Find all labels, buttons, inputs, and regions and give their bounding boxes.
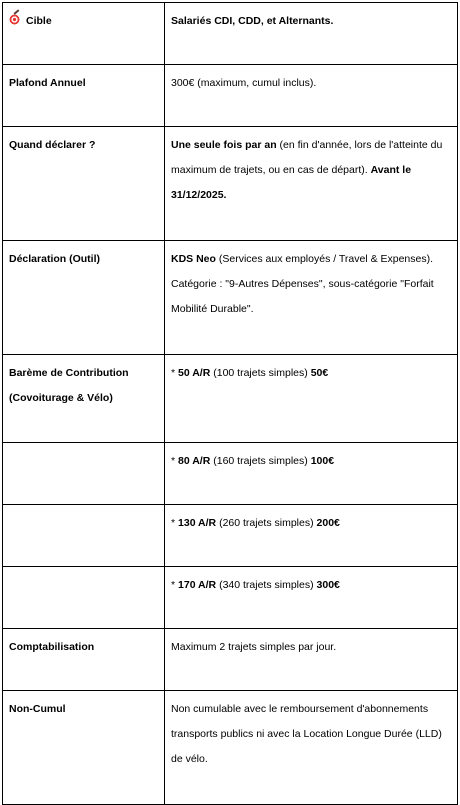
row-value-declaration <box>165 241 458 355</box>
table-row-bareme-2 <box>3 443 458 505</box>
table-row-bareme-1 <box>3 355 458 443</box>
row-value-bold-2: 50€ <box>310 367 329 379</box>
row-value-text: (en fin d'année, lors de l'atteinte du maximum de trajets, ou en cas de départ). <box>171 139 443 176</box>
table-row-cible <box>3 3 458 65</box>
row-value-prefix: * <box>171 517 179 529</box>
row-value-bold-2: 100€ <box>310 455 335 467</box>
row-label-empty <box>3 505 165 567</box>
row-value-plafond: 300€ (maximum, cumul inclus). <box>165 65 458 127</box>
row-value-bareme-2 <box>165 443 458 505</box>
table-row-bareme-3 <box>3 505 458 567</box>
row-value-bold-1: 130 A/R <box>178 517 217 529</box>
row-value-bold-2: 200€ <box>316 517 340 529</box>
info-table <box>2 2 458 805</box>
row-value-bold-1: 80 A/R <box>178 455 211 467</box>
row-label-cible <box>3 3 165 65</box>
row-label-text: Cible <box>26 15 52 27</box>
row-value-bold-2: 300€ <box>316 579 340 591</box>
row-value-text: (340 trajets simples) <box>216 579 317 591</box>
row-label-bareme: Barème de Contribution (Covoiturage & Vélo) <box>3 355 165 443</box>
row-value-prefix: * <box>171 367 179 379</box>
row-label-comptabilisation: Comptabilisation <box>3 629 165 691</box>
row-value-non-cumul: Non cumulable avec le remboursement d'abonnements transports publics ni avec la Location Longue Durée (LLD) de vélo. <box>165 691 458 805</box>
row-value-text: (260 trajets simples) <box>216 517 317 529</box>
table-row-declaration <box>3 241 458 355</box>
table-row-comptabilisation <box>3 629 458 691</box>
row-value-quand-declarer <box>165 127 458 241</box>
table-row-plafond <box>3 65 458 127</box>
row-value-bold: Salariés CDI, CDD, et Alternants. <box>171 15 334 27</box>
row-label-empty <box>3 567 165 629</box>
row-label-plafond: Plafond Annuel <box>3 65 165 127</box>
table-row-quand-declarer <box>3 127 458 241</box>
row-label-declaration: Déclaration (Outil) <box>3 241 165 355</box>
row-value-bold: KDS Neo <box>171 253 216 265</box>
row-value-bold-1: Une seule fois par an <box>171 139 277 151</box>
table-row-bareme-4 <box>3 567 458 629</box>
row-value-prefix: * <box>171 579 179 591</box>
row-label-empty <box>3 443 165 505</box>
row-value-bold-1: 170 A/R <box>178 579 217 591</box>
row-value-bareme-4 <box>165 567 458 629</box>
target-icon <box>9 14 20 25</box>
row-label-non-cumul: Non-Cumul <box>3 691 165 805</box>
row-value-cible <box>165 3 458 65</box>
row-value-bareme-1 <box>165 355 458 443</box>
table-row-non-cumul <box>3 691 458 805</box>
row-value-prefix: * <box>171 455 179 467</box>
row-value-bareme-3 <box>165 505 458 567</box>
row-value-bold-2: Avant le 31/12/2025. <box>171 164 412 201</box>
row-value-bold-1: 50 A/R <box>178 367 211 379</box>
row-value-text: (100 trajets simples) <box>210 367 311 379</box>
row-value-text: (Services aux employés / Travel & Expenses). Catégorie : "9-Autres Dépenses", sous-catégorie "Forfait Mobilité Durable". <box>171 253 434 315</box>
row-value-comptabilisation: Maximum 2 trajets simples par jour. <box>165 629 458 691</box>
row-label-quand-declarer: Quand déclarer ? <box>3 127 165 241</box>
row-value-text: (160 trajets simples) <box>210 455 311 467</box>
